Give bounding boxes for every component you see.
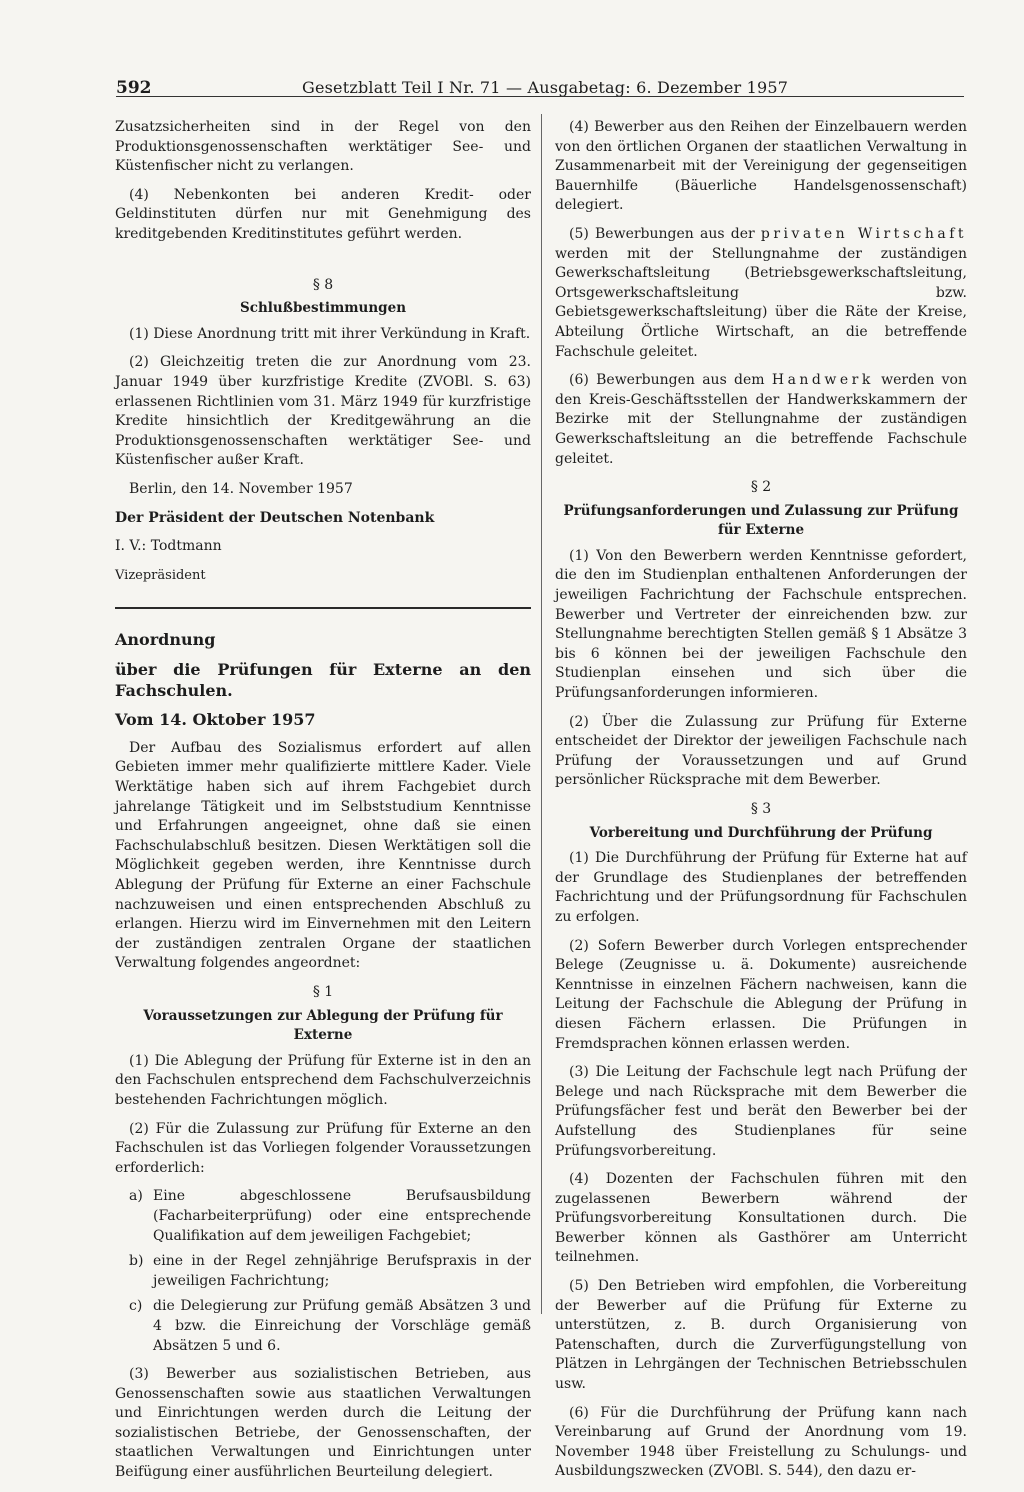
section-3-number: § 3 bbox=[750, 801, 772, 817]
paragraph-continuation: Zusatzsicherheiten sind in der Regel von den Produktionsgenossenschaften werktätiger See- und Küstenfischer nicht zu verlangen. bbox=[115, 119, 531, 175]
document-title-line-1: Anordnung bbox=[115, 630, 216, 650]
document-divider bbox=[115, 607, 531, 609]
running-title: Gesetzblatt Teil I Nr. 71 — Ausgabetag: 6. Dezember 1957 bbox=[302, 78, 789, 97]
column-divider bbox=[541, 114, 542, 1314]
paragraph-s8-1: (1) Diese Anordnung tritt mit ihrer Verkündung in Kraft. bbox=[129, 325, 531, 342]
paragraph-s3-3: (3) Die Leitung der Fachschule legt nach Prüfung der Belege und nach Rücksprache mit dem Bewerber die Prüfungsfächer fest und berät den Bewerber bei der Aufstellung des Studienplanes für seine Prüfungsvorbereitung. bbox=[555, 1064, 967, 1159]
paragraph-s1-5 bbox=[555, 225, 967, 362]
paragraph-s3-6: (6) Für die Durchführung der Prüfung kann nach Vereinbarung auf Grund der Anordnung vom 19. November 1948 über Freistellung zu Schulungs- und Ausbildungszwecken (ZVOBl. S. 544), den dazu er- bbox=[555, 1404, 967, 1480]
paragraph-s8-2: (2) Gleichzeitig treten die zur Anordnung vom 23. Januar 1949 über kurzfristige Kredite (ZVOBl. S. 63) erlassenen Richtlinien vom 31. März 1949 für kurzfristige Kredite hinsichtlich der Kreditgewährung an die Produktionsgenossenschaften werktätiger See- und Küstenfischer außer Kraft. bbox=[115, 354, 531, 469]
emphasis-crafts: Handwerk bbox=[771, 372, 874, 389]
signature-role: Vizepräsident bbox=[115, 567, 206, 583]
paragraph-s3-4: (4) Dozenten der Fachschulen führen mit den zugelassenen Bewerbern während der Prüfungsvorbereitung Konsultationen durch. Die Bewerber können als Gasthörer am Unterricht teilnehmen. bbox=[555, 1171, 967, 1266]
section-1-title: Voraussetzungen zur Ablegung der Prüfung für Externe bbox=[143, 1007, 503, 1044]
document-title-line-2: über die Prüfungen für Externe an den Fachschulen. bbox=[115, 660, 531, 701]
paragraph-s7-4: (4) Nebenkonten bei anderen Kredit- oder Geldinstituten dürfen nur mit Genehmigung des kreditgebenden Kreditinstitutes geführt werden. bbox=[115, 186, 531, 242]
paragraph-s1-6 bbox=[555, 371, 967, 469]
paragraph-s2-2: (2) Über die Zulassung zur Prüfung für Externe entscheidet der Direktor der jeweiligen Fachschule nach Prüfung der Voraussetzungen und auf Grund persönlicher Rücksprache mit dem Bewerber. bbox=[555, 713, 967, 789]
list-item-text: Eine abgeschlossene Berufsausbildung (Facharbeiterprüfung) oder eine entsprechende Qualifikation auf dem jeweiligen Fachgebiet; bbox=[153, 1188, 531, 1244]
document-date: Vom 14. Oktober 1957 bbox=[115, 710, 316, 730]
section-1-number: § 1 bbox=[312, 984, 334, 1000]
place-date: Berlin, den 14. November 1957 bbox=[129, 480, 353, 497]
list-item-text: die Delegierung zur Prüfung gemäß Absätzen 3 und 4 bzw. die Einreichung der Vorschläge gemäß Absätzen 5 und 6. bbox=[153, 1298, 531, 1354]
page-number: 592 bbox=[116, 78, 152, 98]
header-rule bbox=[116, 96, 964, 97]
list-item-label: b) bbox=[129, 1253, 144, 1270]
emphasis-private-economy: privaten Wirtschaft bbox=[760, 225, 967, 242]
paragraph-s1-3: (3) Bewerber aus sozialistischen Betrieben, aus Genossenschaften sowie aus staatlichen Verwaltungen und Einrichtungen werden durch die Leitung der sozialistischen Betriebe, der Genossenschaften, der staatlichen Verwaltungen und Einrichtungen unter Beifügung einer ausführlichen Beurteilung delegiert. bbox=[115, 1366, 531, 1481]
preamble: Der Aufbau des Sozialismus erfordert auf allen Gebieten immer mehr qualifizierte mittlere Kader. Viele Werktätige haben sich auf ihrem Fachgebiet durch jahrelange Tätigkeit und im Selbststudium Kenntnisse und Erfahrungen angeeignet, ohne daß sie einen Fachschulabschluß besitzen. Diesen Werktätigen soll die Möglichkeit gegeben werden, ihre Kenntnisse durch Ablegung der Prüfung für Externe an einer Fachschule nachzuweisen und einen entsprechenden Abschluß zu erlangen. Hierzu wird im Einvernehmen mit den Leitern der zuständigen zentralen Organe der staatlichen Verwaltung folgendes angeordnet: bbox=[115, 739, 531, 972]
signature-organization: Der Präsident der Deutschen Notenbank bbox=[115, 509, 435, 526]
list-item bbox=[115, 1297, 531, 1356]
section-8-title: Schlußbestimmungen bbox=[239, 300, 407, 317]
left-column bbox=[115, 118, 531, 1492]
section-3-title: Vorbereitung und Durchführung der Prüfung bbox=[589, 824, 933, 841]
paragraph-s2-1: (1) Von den Bewerbern werden Kenntnisse gefordert, die den im Studienplan enthaltenen Anforderungen der jeweiligen Fachrichtung der Fachschule entsprechen. Bewerber und Vertreter der einreichenden bzw. zur Stellungnahme berechtigten Stellen gemäß § 1 Absätze 3 bis 6 können bei der jeweiligen Fachschule den Studienplan einsehen und sich über die Prüfungsanforderungen informieren. bbox=[555, 547, 967, 702]
list-item bbox=[115, 1252, 531, 1291]
section-2-title: Prüfungsanforderungen und Zulassung zur Prüfung für Externe bbox=[563, 502, 959, 539]
paragraph-s1-5-start: (5) Bewerbungen aus der bbox=[569, 225, 761, 242]
list-item-label: c) bbox=[129, 1298, 143, 1315]
signature-name: I. V.: Todtmann bbox=[115, 538, 222, 555]
paragraph-s1-5-end: werden mit der Stellungnahme der zuständigen Gewerkschaftsleitung (Betriebsgewerkschaftsleitung, Ortsgewerkschaftsleitung bzw. Gebietsgewerkschaftsleitung) über die Räte der Kreise, Abteilung Örtliche Wirtschaft, an die betreffende Fachschule geleitet. bbox=[555, 245, 967, 360]
paragraph-s1-4: (4) Bewerber aus den Reihen der Einzelbauern werden von den örtlichen Organen der staatlichen Verwaltung in Zusammenarbeit mit der Vereinigung der gegenseitigen Bauernhilfe (Bäuerliche Handelsgenossenschaft) delegiert. bbox=[555, 119, 967, 214]
spacer bbox=[115, 254, 531, 268]
section-8-number: § 8 bbox=[312, 276, 334, 293]
right-column bbox=[555, 118, 967, 1491]
paragraph-s3-2: (2) Sofern Bewerber durch Vorlegen entsprechender Belege (Zeugnisse u. ä. Dokumente) ausreichende Kenntnisse in einzelnen Fächern nachweisen, kann die Leitung der Fachschule die Ablegung der Prüfung in diesen Fächern erlassen. Die Prüfungen in Fremdsprachen können erlassen werden. bbox=[555, 937, 967, 1052]
paragraph-s1-6-start: (6) Bewerbungen aus dem bbox=[569, 372, 772, 389]
paragraph-s3-5: (5) Den Betrieben wird empfohlen, die Vorbereitung der Bewerber auf die Prüfung für Externe zu unterstützen, z. B. durch Organisierung von Patenschaften, durch die Zurverfügungstellung von Plätzen in Lehrgängen der Technischen Betriebsschulen usw. bbox=[555, 1278, 967, 1393]
section-2-number: § 2 bbox=[750, 479, 772, 496]
paragraph-s1-6-end: werden von den Kreis-Geschäftsstellen der Handwerkskammern der Bezirke mit der Stellungnahme der zuständigen Gewerkschaftsleitung an die betreffende Fachschule geleitet. bbox=[555, 372, 968, 467]
list-item-text: eine in der Regel zehnjährige Berufspraxis in der jeweiligen Fachrichtung; bbox=[153, 1253, 531, 1289]
list-item-label: a) bbox=[129, 1188, 143, 1205]
list-item bbox=[115, 1187, 531, 1246]
paragraph-s1-1: (1) Die Ablegung der Prüfung für Externe ist in den an den Fachschulen entsprechend dem Fachschulverzeichnis bestehenden Fachrichtungen möglich. bbox=[115, 1052, 531, 1108]
requirements-list bbox=[115, 1187, 531, 1356]
paragraph-s3-1: (1) Die Durchführung der Prüfung für Externe hat auf der Grundlage des Studienplanes der betreffenden Fachrichtung und der Prüfungsordnung für Fachschulen zu erfolgen. bbox=[555, 850, 967, 925]
paragraph-s1-2: (2) Für die Zulassung zur Prüfung für Externe an den Fachschulen ist das Vorliegen folgender Voraussetzungen erforderlich: bbox=[115, 1120, 531, 1176]
